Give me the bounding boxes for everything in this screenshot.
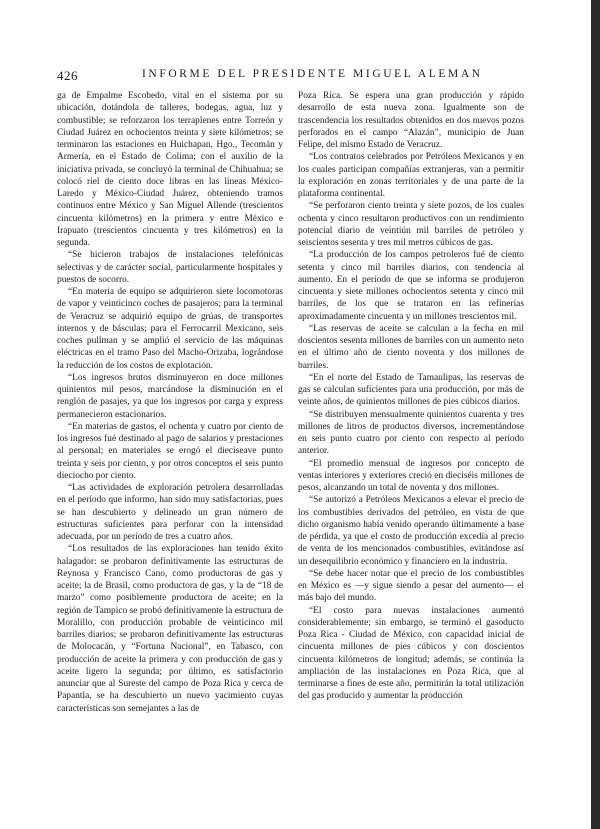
- right-column: [298, 90, 524, 703]
- paragraph: “Los resultados de las exploraciones han tenido éxito halagador: se probaron definitivamente las estructuras de Reynosa y Francisco Cano, como productoras de gas y aceite; la de Brasil, como productora de gas, y la de “18 de marzo” como posiblemente productora de aceite; en la región de Tampico se probó definitivamente la estructura de Moralillo, con producción probable de veinticinco mil barriles diarios; se probaron definitivamente las estructuras de Molocacán, y “Fortuna Nacional”, en Tabasco, con producción de aceite la primera y con producción de gas y aceite ligero la segunda; por último, es satisfactorio anunciar que al Sureste del campo de Poza Rica y cerca de Papantla, se ha descubierto un nuevo yacimiento cuyas características son semejantes a las de: [57, 544, 283, 714]
- paragraph: Poza Rica. Se espera una gran producción y rápido desarrollo de esta nueva zona. Igualmente son de trascendencia los resultados obtenidos en dos nuevos pozos perforados en el campo “Alazán”, municipio de Juan Felipe, del mismo Estado de Veracruz.: [298, 91, 524, 150]
- paragraph: “Las actividades de exploración petrolera desarrolladas en el período que informo, han sido muy satisfactorias, pues se han descubierto y delineado un gran número de estructuras suficientes para perforar con la intensidad adecuada, por un período de tres a cuatro años.: [57, 483, 283, 542]
- paragraph: “En materia de equipo se adquirieron siete locomotoras de vapor y veinticinco coches de pasajeros; para la terminal de Veracruz se adquirió equipo de grúas, de transportes internos y de básculas; para el Ferrocarril Mexicano, seis coches pullman y se amplió el servicio de las máquinas eléctricas en el tramo Paso del Macho-Orizaba, lográndose la reducción de los costos de explotación.: [57, 287, 283, 371]
- paragraph: “En el norte del Estado de Tamaulipas, las reservas de gas se calculan suficientes para una producción, por más de veinte años, de quinientos millones de pies cúbicos diarios.: [298, 372, 524, 408]
- paragraph: “Los contratos celebrados por Petróleos Mexicanos y en los cuales participan compañías extranjeras, van a permitir la exploración en zonas territoriales y de una parte de la plataforma continental.: [298, 152, 524, 199]
- left-column: [57, 90, 283, 715]
- paragraph: ga de Empalme Escobedo, vital en el sistema por su ubicación, dotándola de talleres, bodegas, agua, luz y combustible; se reforzaron los terraplenes entre Torreón y Ciudad Juárez en ochocientos treinta y siete kilómetros; se terminaron las estaciones en Huichapan, Hgo., Tecomán y Armería, en el Estado de Colima; con el auxilio de la iniciativa privada, se concluyó la terminal de Chihuahua; se colocó riel de ciento doce libras en las líneas México-Laredo y México-Ciudad Juárez, obteniendo tramos continuos entre México y San Miguel Allende (trescientos cincuenta kilómetros) en la primera y entre México e Irapuato (trescientos cincuenta y tres kilómetros) en la segunda.: [57, 91, 283, 248]
- paragraph: “Se hicieron trabajos de instalaciones telefónicas selectivas y de carácter social, particularmente hospitales y puestos de socorro.: [57, 250, 283, 285]
- paragraph: “La producción de los campos petroleros fué de ciento setenta y cinco mil barriles diarios, con tendencia al aumento. En el período de que se informa se produjeron cincuenta y siete millones ochocientos setenta y cinco mil barriles, de los que se trataron en las refinerías aproximadamente cincuenta y un millones trescientos mil.: [298, 250, 524, 322]
- paragraph: “El promedio mensual de ingresos por concepto de ventas interiores y exteriores creció en dieciséis millones de pesos, alcanzando un total de noventa y dos millones.: [298, 458, 524, 493]
- paragraph: “Las reservas de aceite se calculan a la fecha en mil doscientos sesenta millones de barriles con un aumento neto en el último año de ciento noventa y dos millones de barriles.: [298, 323, 524, 371]
- paragraph: “Se autorizó a Petróleos Mexicanos a elevar el precio de los combustibles derivados del petróleo, en vista de que dicho organismo había venido operando últimamente a base de pérdida, ya que el costo de producción excedía al precio de venta de los mencionados combustibles, evitándose así un desequilibrio económico y financiero en la industria.: [298, 495, 524, 567]
- paragraph: “Se distribuyen mensualmente quinientos cuarenta y tres millones de litros de productos diversos, incrementándose en seis punto cuatro por ciento con respecto al período anterior.: [298, 409, 524, 457]
- running-title: INFORME DEL PRESIDENTE MIGUEL ALEMAN: [142, 68, 483, 80]
- paragraph: “Los ingresos brutos disminuyeron en doce millones quinientos mil pesos, marcándose la disminución en el renglón de pasajes, ya que los ingresos por carga y express permanecieron estacionarios.: [57, 372, 283, 420]
- page-header: [57, 68, 527, 84]
- paragraph: “Se perforaron ciento treinta y siete pozos, de los cuales ochenta y cinco resultaron productivos con un rendimiento potencial diario de veintiún mil barriles de petróleo y seiscientos sesenta y tres mil metros cúbicos de gas.: [298, 201, 524, 248]
- page-number: 426: [57, 68, 78, 83]
- paragraph: “En materias de gastos, el ochenta y cuatro por ciento de los ingresos fué destinado al pago de salarios y prestaciones al personal; en materiales se erogó el dieciseave punto treinta y seis por ciento, y por otros conceptos el seis punto dieciocho por ciento.: [57, 421, 283, 481]
- paragraph: “Se debe hacer notar que el precio de los combustibles en México es —y sigue siendo a pesar del aumento— el más bajo del mundo.: [298, 568, 524, 604]
- page-edge-shadow: [591, 0, 600, 829]
- paragraph: “El costo para nuevas instalaciones aumentó considerablemente; sin embargo, se terminó el gasoducto Poza Rica - Ciudad de México, con capacidad inicial de cincuenta millones de pies cúbicos y con doscientos cincuenta kilómetros de longitud; además, se continúa la ampliación de las instalaciones en Poza Rica, que al terminarse a fines de este año, permitirán la total utilización del gas producido y aumentar la producción: [298, 605, 524, 702]
